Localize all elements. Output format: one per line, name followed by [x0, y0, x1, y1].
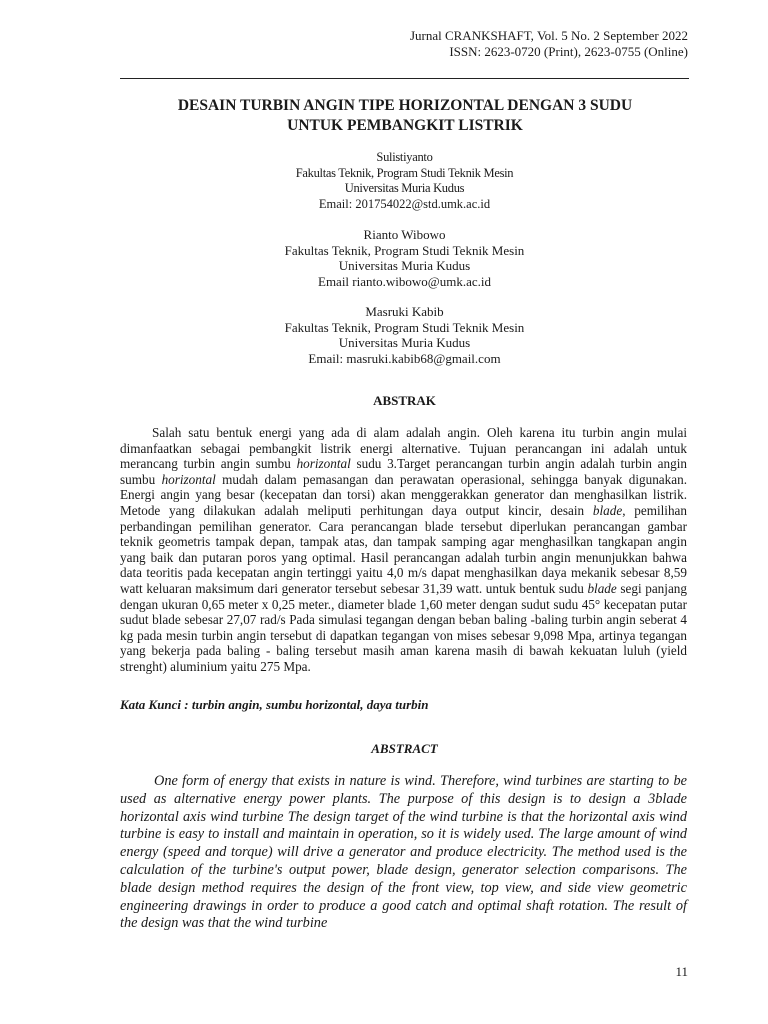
author-affiliation: Fakultas Teknik, Program Studi Teknik Mesin [284, 319, 525, 335]
issn-line: ISSN: 2623-0720 (Print), 2623-0755 (Online) [449, 44, 688, 59]
abstrak-italic: horizontal [161, 471, 216, 487]
abstrak-italic: blade [592, 502, 623, 518]
journal-name: Jurnal CRANKSHAFT, Vol. 5 No. 2 September 2022 [409, 28, 688, 43]
author-name: Rianto Wibowo [363, 227, 446, 242]
keywords: Kata Kunci : turbin angin, sumbu horizontal, daya turbin [120, 697, 429, 712]
journal-header [410, 28, 688, 60]
abstrak-body [120, 425, 687, 675]
author-name: Masruki Kabib [365, 304, 444, 319]
author-block [120, 227, 689, 289]
author-name: Sulistiyanto [376, 150, 433, 164]
author-affiliation: Fakultas Teknik, Program Studi Teknik Mesin [295, 165, 514, 180]
abstract-heading: ABSTRACT [371, 741, 438, 756]
author-block [120, 150, 689, 212]
author-email: Email: 201754022@std.umk.ac.id [318, 196, 491, 211]
abstrak-text: segi panjang dengan ukuran 0,65 meter x 0,25 meter., diameter blade 1,60 meter dengan sudut sudu 45° kecepatan putar sudut blade sebesar 27,07 rad/s Pada simulasi tegangan dengan beban baling -baling turbin angin seberat 4 kg pada mesin turbin angin tersebut di dapatkan tegangan von mises sebesar 9,098 Mpa, artinya tegangan yang bekerja pada baling - baling tersebut masih aman karena masih di bawah kekuatan luluh (yield strenght) aluminium yaitu 275 Mpa. [120, 580, 687, 674]
abstrak-italic: horizontal [296, 456, 351, 472]
abstrak-heading: ABSTRAK [373, 393, 436, 408]
author-university: Universitas Muria Kudus [338, 258, 471, 273]
author-email: Email: masruki.kabib68@gmail.com [308, 350, 501, 366]
abstract-body: One form of energy that exists in nature is wind. Therefore, wind turbines are starting to be used as alternative energy power plants. The purpose of this design is to design a 3blade horizontal axis wind turbine The design target of the wind turbine is that the horizontal axis wind turbine is easy to install and maintain in operation, so it is widely used. The large amount of wind energy (speed and torque) will drive a generator and produce electricity. The method used is the calculation of the turbine's output power, blade design, generator selection comparisons. The blade design method requires the design of the front view, top view, and side view geometric engineering drawings in order to produce a good catch and optimal shaft rotation. The result of the design was that the wind turbine [120, 773, 687, 932]
paper-title [100, 96, 710, 136]
title-line-2: UNTUK PEMBANGKIT LISTRIK [287, 117, 523, 134]
author-list [120, 150, 689, 381]
abstrak-italic: blade [587, 580, 617, 596]
author-affiliation: Fakultas Teknik, Program Studi Teknik Mesin [284, 242, 525, 258]
author-university: Universitas Muria Kudus [338, 335, 471, 350]
author-block [120, 304, 689, 366]
abstrak-text: sudu 3.Target perancangan turbin angin adalah turbin angin sumbu [120, 456, 687, 487]
abstrak-text: , pemilihan perbandingan pemilihan generator. Cara perancangan blade tersebut diperlukan perancangan gambar teknik geometris tampak depan, tampak atas, dan tampak samping agar menghasilkan tangkapan angin yang baik dan putaran poros yang optimal. Hasil perancangan adalah turbin angin menunjukkan bahwa data teoritis pada kecepatan angin tertinggi yaitu 4,0 m/s dapat menghasilkan daya mekanik sebesar 8,59 watt keluaran maksimum dari generator tersebut sebesar 31,39 watt. untuk bentuk sudu [120, 502, 687, 596]
header-divider [120, 78, 689, 79]
page-number: 11 [675, 964, 688, 979]
title-line-1: DESAIN TURBIN ANGIN TIPE HORIZONTAL DENGAN 3 SUDU [177, 97, 633, 114]
author-email: Email rianto.wibowo@umk.ac.id [318, 273, 491, 289]
abstrak-text: Salah satu bentuk energi yang ada di alam adalah angin. Oleh karena itu turbin angin mulai dimanfaatkan sebagai pembangkit listrik energi alternative. Tujuan perancangan ini adalah untuk merancang turbin angin sumbu [120, 425, 687, 472]
author-university: Universitas Muria Kudus [344, 181, 465, 195]
abstrak-text: mudah dalam pemasangan dan perawatan operasional, sehingga banyak digunakan. Energi angin yang besar (kecepatan dan torsi) akan menggerakkan generator dan menghasilkan listrik. Metode yang dilakukan adalah meliputi perhitungan daya output kincir, desain [120, 471, 687, 518]
